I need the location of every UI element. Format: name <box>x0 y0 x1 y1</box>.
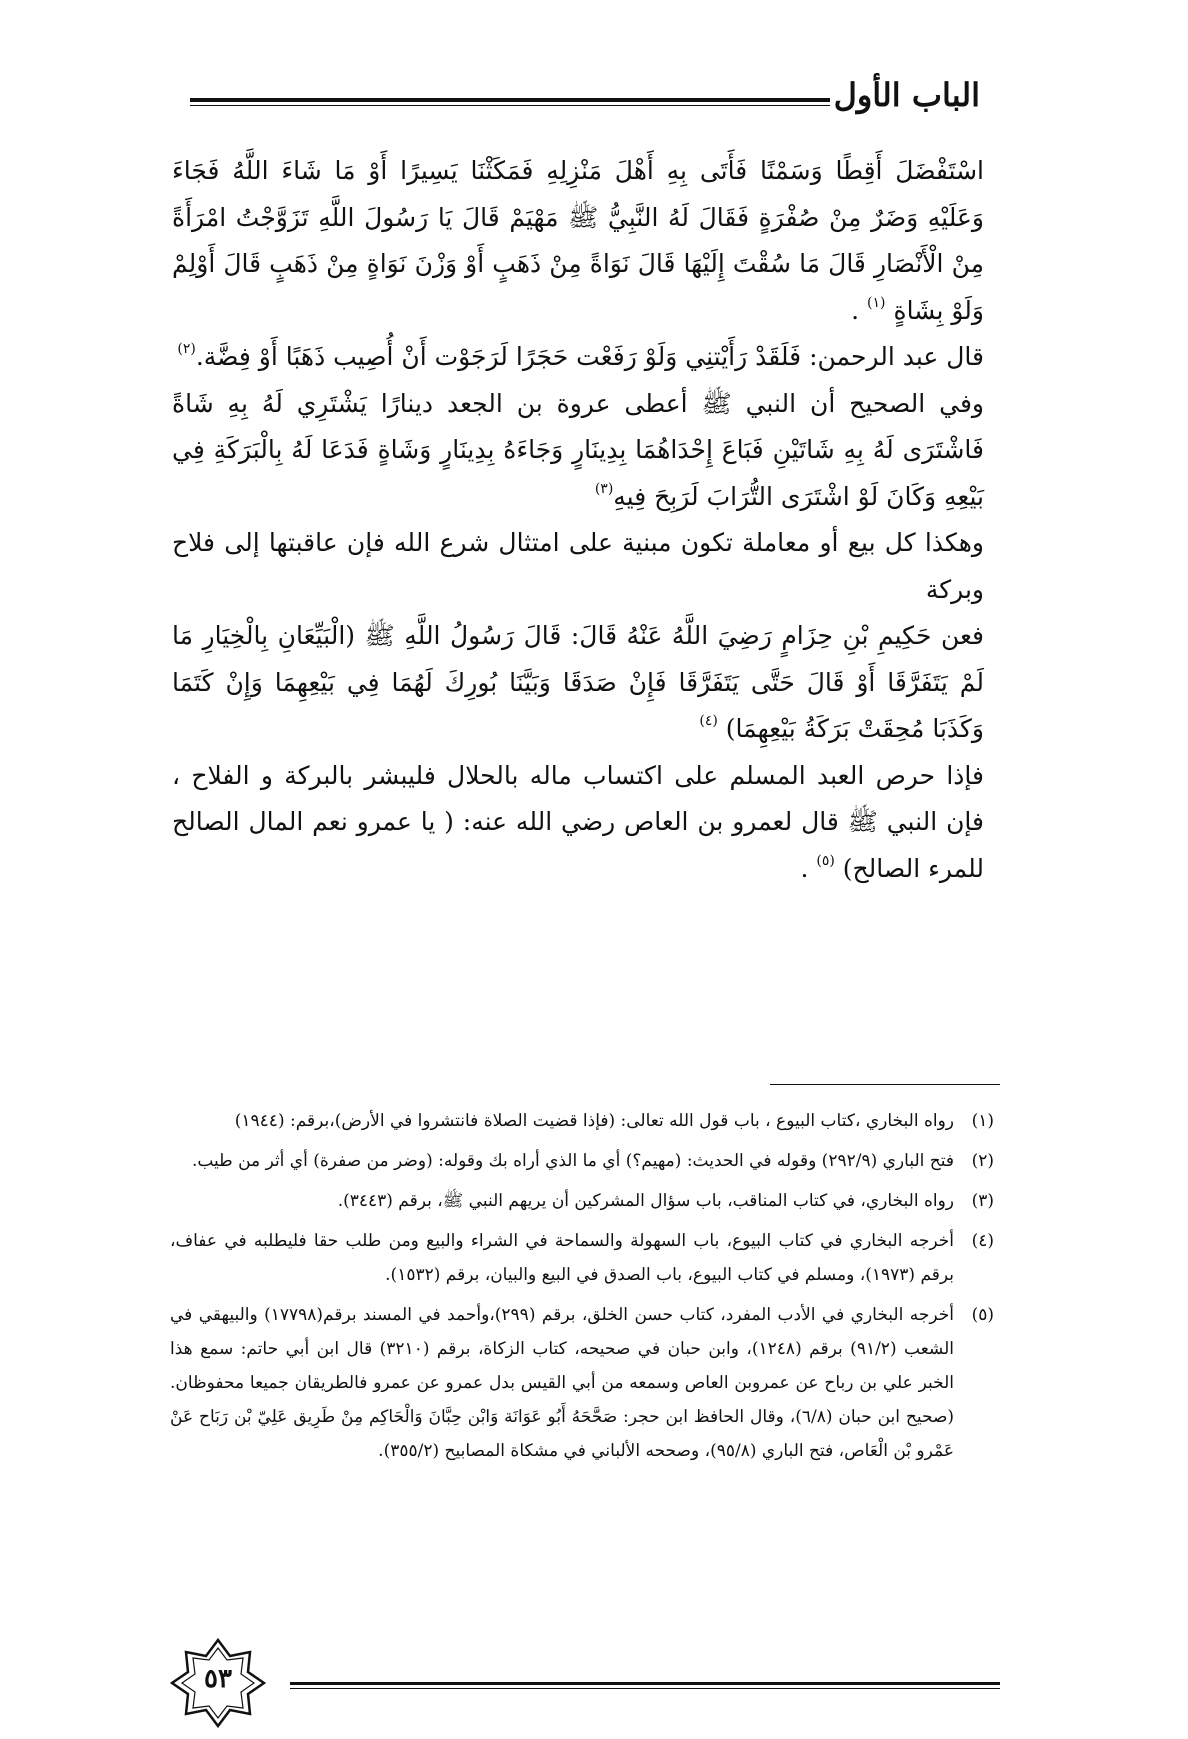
footnote-ref-5: (٥) <box>816 852 835 869</box>
paragraph-5: فعن حَكِيمِ بْنِ حِزَامٍ رَضِيَ اللَّهُ عَنْهُ قَالَ: قَالَ رَسُولُ اللَّهِ ﷺ (الْبَيِّعَانِ بِالْخِيَارِ مَا لَمْ يَتَفَرَّقَا أَوْ قَالَ حَتَّى يَتَفَرَّقَا فَإِنْ صَدَقَا وَبَيَّنَا بُورِكَ لَهُمَا فِي بَيْعِهِمَا وَإِنْ كَتَمَا وَكَذَبَا مُحِقَتْ بَرَكَةُ بَيْعِهِمَا) $^{(٤)}$ <box>172 621 984 743</box>
footnote-text: أخرجه البخاري في كتاب البيوع، باب السهولة والسماحة في الشراء والبيع ومن طلب حقا فليطلبه في عفاف، برقم (١٩٧٣)، ومسلم في كتاب البيوع، باب الصدق في البيع والبيان، برقم (١٥٣٢). <box>170 1231 954 1285</box>
footnote-number: (٤) <box>971 1231 994 1251</box>
page-footer <box>170 1638 1000 1728</box>
footnote-4 <box>170 1224 994 1292</box>
footnote-number: (٢) <box>971 1151 994 1171</box>
paragraph-1: اسْتَفْضَلَ أَقِطًا وَسَمْنًا فَأَتَى بِهِ أَهْلَ مَنْزِلِهِ فَمَكَثْنَا يَسِيرًا أَوْ مَا شَاءَ اللَّهُ فَجَاءَ وَعَلَيْهِ وَضَرٌ مِنْ صُفْرَةٍ فَقَالَ لَهُ النَّبِيُّ ﷺ مَهْيَمْ قَالَ يَا رَسُولَ اللَّهِ تَزَوَّجْتُ امْرَأَةً مِنْ الْأَنْصَارِ قَالَ مَا سُقْتَ إِلَيْهَا قَالَ نَوَاةً مِنْ ذَهَبٍ أَوْ وَزْنَ نَوَاةٍ مِنْ ذَهَبٍ قَالَ أَوْلِمْ وَلَوْ بِشَاةٍ $^{(١)}$ . <box>172 156 984 325</box>
footnotes <box>170 1104 994 1474</box>
footnote-number: (١) <box>971 1111 994 1131</box>
paragraph-4: وهكذا كل بيع أو معاملة تكون مبنية على امتثال شرع الله فإن عاقبتها إلى فلاح وبركة <box>172 528 984 604</box>
footnote-text: أخرجه البخاري في الأدب المفرد، كتاب حسن الخلق، برقم (٢٩٩)،وأحمد في المسند برقم(١٧٧٩٨) والبيهقي في الشعب (٩١/٢) برقم (١٢٤٨)، وابن حبان في صحيحه، كتاب الزكاة، برقم (٣٢١٠) قال ابن أبي حاتم: سمع هذا الخبر علي بن رباح عن عمروبن العاص وسمعه من أبي القيس بدل عمرو عن عمرو فالطريقان جميعا محفوظان. (صحيح ابن حبان (٦/٨)، وقال الحافظ ابن حجر: صَحَّحَهُ أَبُو عَوَانَة وَابْن حِبَّانَ وَالْحَاكِم مِنْ طَرِيق عَلِيّ بْن رَبَاح عَنْ عَمْرو بْن الْعَاص، فتح الباري (٩٥/٨)، وصححه الألباني في مشكاة المصابيح (٣٥٥/٢). <box>170 1305 955 1461</box>
footnote-1 <box>170 1104 994 1138</box>
paragraph-6: فإذا حرص العبد المسلم على اكتساب ماله بالحلال فليبشر بالبركة و الفلاح ، فإن النبي ﷺ قال لعمرو بن العاص رضي الله عنه: ( يا عمرو نعم المال الصالح للمرء الصالح) $^{(٥)}$ . <box>172 760 984 883</box>
paragraph-2: قال عبد الرحمن: فَلَقَدْ رَأَيْتنِي وَلَوْ رَفَعْت حَجَرًا لَرَجَوْت أَنْ أُصِيب ذَهَبًا أَوْ فِضَّة.$^{(٢)}$ <box>177 341 984 371</box>
footer-rule <box>290 1682 1000 1689</box>
footnote-ref-2: (٢) <box>177 341 196 357</box>
page-number-badge <box>170 1638 266 1728</box>
header-rule <box>190 98 830 106</box>
footnote-text: فتح الباري (٢٩٢/٩) وقوله في الحديث: (مهيم؟) أي ما الذي أراه بك وقوله: (وضر من صفرة) أي أثر من طيب. <box>191 1151 954 1171</box>
footnote-ref-1: (١) <box>867 294 886 311</box>
footnote-separator <box>770 1084 1000 1085</box>
footnote-text: رواه البخاري ،كتاب البيوع ، باب قول الله تعالى: (فإذا قضيت الصلاة فانتشروا في الأرض)،برقم: (١٩٤٤) <box>234 1111 954 1131</box>
footnote-3 <box>170 1184 994 1218</box>
footnote-5 <box>170 1298 994 1468</box>
footnote-ref-3: (٣) <box>594 480 614 497</box>
page-number: ٥٣ <box>204 1664 232 1694</box>
paragraph-3: وفي الصحيح أن النبي ﷺ أعطى عروة بن الجعد دينارًا يَشْتَرِي لَهُ بِهِ شَاةً فَاشْتَرَى لَهُ بِهِ شَاتَيْنِ فَبَاعَ إِحْدَاهُمَا بِدِينَارٍ وَجَاءَهُ بِدِينَارٍ وَشَاةٍ فَدَعَا لَهُ بِالْبَرَكَةِ فِي بَيْعِهِ وَكَانَ لَوْ اشْتَرَى التُّرَابَ لَرَبِحَ فِيهِ$^{(٣)}$ <box>172 388 984 511</box>
footnote-number: (٣) <box>971 1191 994 1211</box>
footnote-number: (٥) <box>971 1305 994 1325</box>
footnote-ref-4: (٤) <box>699 713 718 729</box>
chapter-title: الباب الأول <box>833 76 980 114</box>
main-text <box>172 148 984 892</box>
footnote-2 <box>170 1144 994 1178</box>
page-header <box>190 70 980 120</box>
footnote-text: رواه البخاري، في كتاب المناقب، باب سؤال المشركين أن يريهم النبي ﷺ، برقم (٣٤٤٣). <box>337 1191 954 1211</box>
